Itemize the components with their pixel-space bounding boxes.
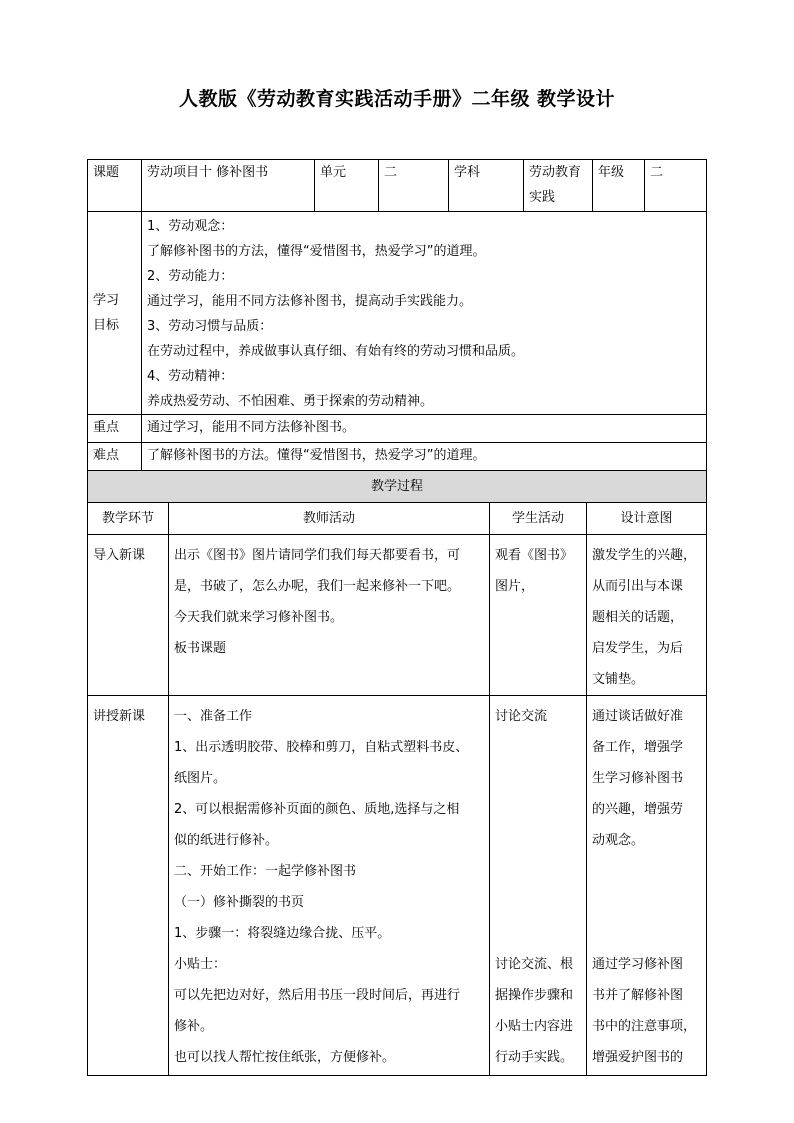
teacher-activity-intro (169, 535, 490, 696)
column-header-teacher: 教师活动 (169, 503, 490, 535)
student-activity-new-lesson (490, 696, 587, 1076)
design-intent-intro (587, 535, 707, 696)
text-line: 讨论交流 (495, 709, 548, 724)
text-line: 生学习修补图书 (592, 771, 684, 786)
text-line: 图片， (495, 579, 535, 594)
objective-line: 1、劳动观念： (147, 219, 234, 234)
text-line: 是，书破了，怎么办呢，我们一起来修补一下吧。 (174, 579, 461, 594)
student-activity-intro (490, 535, 587, 696)
process-heading: 教学过程 (88, 471, 707, 503)
subject-value-line: 实践 (529, 190, 556, 205)
column-header-stage: 教学环节 (88, 503, 169, 535)
text-line: 通过学习修补图 (592, 957, 684, 972)
grade-value: 二 (645, 160, 707, 212)
objectives-label-line: 目标 (93, 318, 120, 333)
objective-line: 了解修补图书的方法，懂得“爱惜图书，热爱学习”的道理。 (147, 244, 486, 259)
text-line: （一）修补撕裂的书页 (174, 895, 305, 910)
column-header-intent: 设计意图 (587, 503, 707, 535)
objective-line: 养成热爱劳动、不怕困难、勇于探索的劳动精神。 (147, 394, 434, 409)
text-line: 行动手实践。 (495, 1050, 574, 1065)
text-line: 书并了解修补图 (592, 988, 684, 1003)
topic-label: 课题 (88, 160, 142, 212)
objectives-label (88, 212, 142, 415)
subject-value-line: 劳动教育 (529, 165, 582, 180)
text-line: 似的纸进行修补。 (174, 833, 279, 848)
stage-intro: 导入新课 (88, 535, 169, 696)
objective-line: 2、劳动能力： (147, 269, 234, 284)
text-line: 小贴士： (174, 957, 227, 972)
objective-line: 通过学习，能用不同方法修补图书，提高动手实践能力。 (147, 294, 473, 309)
text-line: 的兴趣，增强劳 (592, 802, 684, 817)
stage-new-lesson: 讲授新课 (88, 696, 169, 1076)
text-line: 据操作步骤和 (495, 988, 574, 1003)
topic-value: 劳动项目十 修补图书 (142, 160, 315, 212)
text-line: 小贴士内容进 (495, 1019, 574, 1034)
column-header-student: 学生活动 (490, 503, 587, 535)
text-line: 出示《图书》图片请同学们我们每天都要看书，可 (174, 548, 461, 563)
spacer (592, 856, 701, 949)
unit-value: 二 (379, 160, 449, 212)
objectives-content (142, 212, 707, 415)
info-table (87, 159, 707, 471)
text-line: 题相关的话题， (592, 610, 684, 625)
text-line: 通过谈话做好准 (592, 709, 684, 724)
difficulty-label: 难点 (88, 443, 142, 471)
text-line: 2、可以根据需修补页面的颜色、质地,选择与之相 (174, 802, 460, 817)
subject-value (524, 160, 593, 212)
teacher-activity-new-lesson (169, 696, 490, 1076)
text-line: 激发学生的兴趣， (592, 548, 697, 563)
text-line: 二、开始工作：一起学修补图书 (174, 864, 357, 879)
text-line: 从而引出与本课 (592, 579, 684, 594)
text-line: 可以先把边对好，然后用书压一段时间后，再进行 (174, 988, 461, 1003)
document-title: 人教版《劳动教育实践活动手册》二年级 教学设计 (178, 88, 616, 110)
text-line: 板书课题 (174, 641, 227, 656)
text-line: 讨论交流、根 (495, 957, 574, 972)
grade-label: 年级 (593, 160, 645, 212)
difficulty-value: 了解修补图书的方法。懂得“爱惜图书，热爱学习”的道理。 (142, 443, 707, 471)
text-line: 1、步骤一：将裂缝边缘合拢、压平。 (174, 926, 391, 941)
key-point-value: 通过学习，能用不同方法修补图书。 (142, 415, 707, 443)
subject-label: 学科 (449, 160, 524, 212)
text-line: 也可以找人帮忙按住纸张，方便修补。 (174, 1050, 396, 1065)
text-line: 书中的注意事项， (592, 1019, 697, 1034)
text-line: 观看《图书》 (495, 548, 574, 563)
key-point-label: 重点 (88, 415, 142, 443)
text-line: 一、准备工作 (174, 709, 253, 724)
text-line: 启发学生，为后 (592, 641, 684, 656)
objective-line: 在劳动过程中，养成做事认真仔细、有始有终的劳动习惯和品质。 (147, 344, 525, 359)
process-grid (87, 470, 707, 1076)
objective-line: 4、劳动精神： (147, 369, 234, 384)
unit-label: 单元 (315, 160, 379, 212)
text-line: 备工作，增强学 (592, 740, 684, 755)
text-line: 纸图片。 (174, 771, 227, 786)
objective-line: 3、劳动习惯与品质： (147, 319, 273, 334)
design-intent-new-lesson (587, 696, 707, 1076)
objectives-label-line: 学习 (93, 293, 120, 308)
text-line: 增强爱护图书的 (592, 1050, 684, 1065)
spacer (495, 732, 581, 949)
text-line: 文铺垫。 (592, 672, 645, 687)
text-line: 动观念。 (592, 833, 645, 848)
text-line: 今天我们就来学习修补图书。 (174, 610, 344, 625)
text-line: 修补。 (174, 1019, 214, 1034)
text-line: 1、出示透明胶带、胶棒和剪刀，自粘式塑料书皮、 (174, 740, 469, 755)
